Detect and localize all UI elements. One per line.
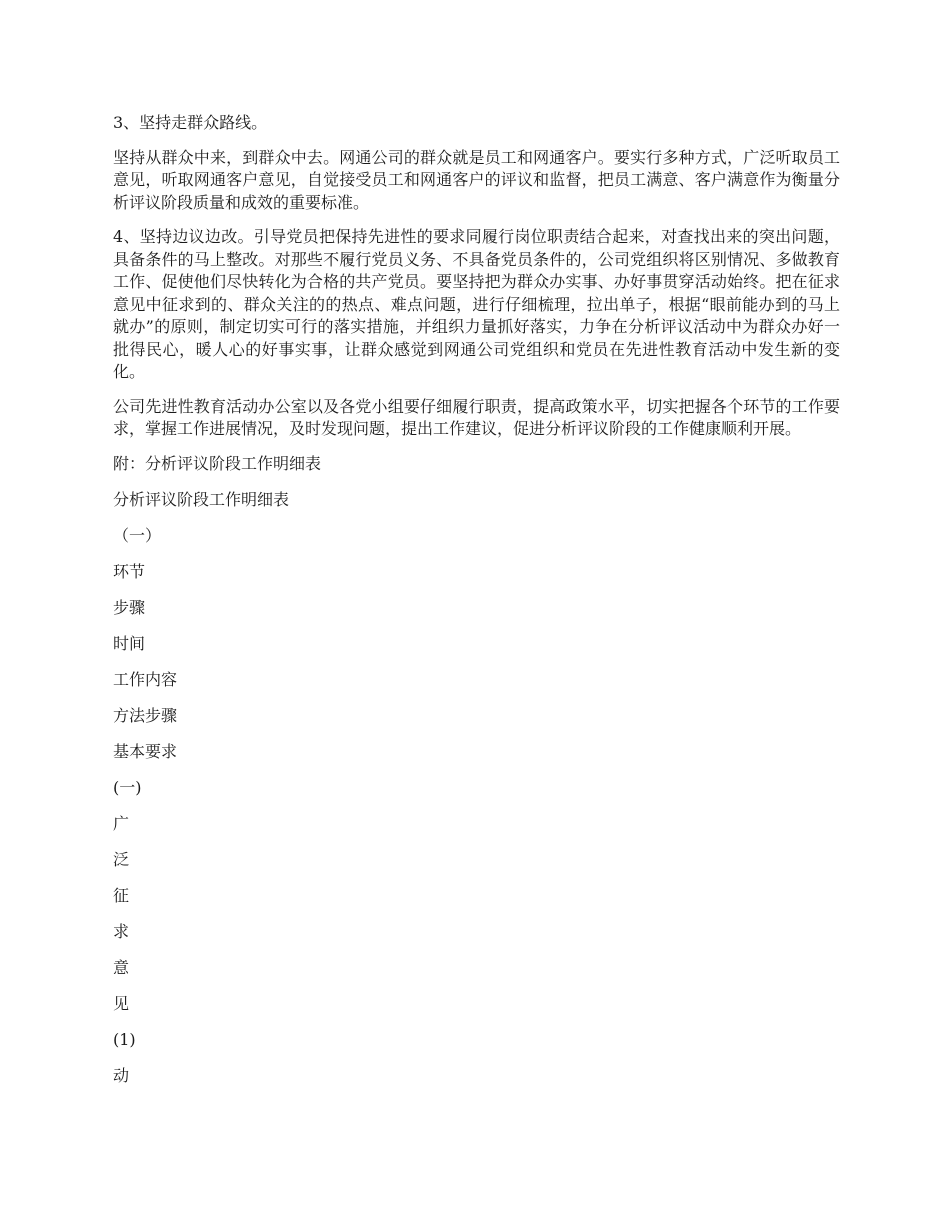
table-cell-stage-number: (一) [113, 777, 142, 797]
paragraph-mass-line: 坚持从群众中来，到群众中去。网通公司的群众就是员工和网通客户。要实行多种方式，广泛听取员工意见，听取网通客户意见，自觉接受员工和网通客户的评议和监督，把员工满意、客户满意作为衡量分析评议阶段质量和成效的重要标准。 [113, 147, 840, 212]
table-cell-char: 动 [113, 1065, 130, 1085]
table-cell-char: 意 [113, 957, 130, 977]
table-cell-step-number: (1) [113, 1029, 136, 1049]
table-cell-char: 广 [113, 813, 130, 833]
table-header-step: 步骤 [113, 597, 146, 617]
table-title: 分析评议阶段工作明细表 [113, 489, 290, 509]
table-cell-char: 见 [113, 993, 130, 1013]
table-header-content: 工作内容 [113, 669, 178, 689]
table-section-label: （一） [113, 525, 162, 545]
table-header-requirement: 基本要求 [113, 741, 178, 761]
table-header-method: 方法步骤 [113, 705, 178, 725]
paragraph-office-duties: 公司先进性教育活动办公室以及各党小组要仔细履行职责，提高政策水平，切实把握各个环节的工作要求，掌握工作进展情况，及时发现问题，提出工作建议，促进分析评议阶段的工作健康顺利开展。 [113, 396, 840, 438]
appendix-line: 附：分析评议阶段工作明细表 [113, 453, 322, 473]
table-cell-char: 泛 [113, 849, 130, 869]
table-header-time: 时间 [113, 633, 146, 653]
table-cell-char: 求 [113, 921, 130, 941]
document-body [113, 112, 840, 1101]
paragraph-principle-4: 4、坚持边议边改。引导党员把保持先进性的要求同履行岗位职责结合起来，对查找出来的突出问题，具备条件的马上整改。对那些不履行党员义务、不具备党员条件的，公司党组织将区别情况、多做教育工作、促使他们尽快转化为合格的共产党员。要坚持把为群众办实事、办好事贯穿活动始终。把在征求意见中征求到的、群众关注的的热点、难点问题，进行仔细梳理，拉出单子，根据“眼前能办到的马上就办”的原则，制定切实可行的落实措施，并组织力量抓好落实，力争在分析评议活动中为群众办好一批得民心，暖人心的好事实事，让群众感觉到网通公司党组织和党员在先进性教育活动中发生新的变化。 [113, 227, 840, 381]
heading-principle-3: 3、坚持走群众路线。 [113, 113, 268, 132]
table-cell-char: 征 [113, 885, 130, 905]
table-header-stage: 环节 [113, 561, 146, 581]
